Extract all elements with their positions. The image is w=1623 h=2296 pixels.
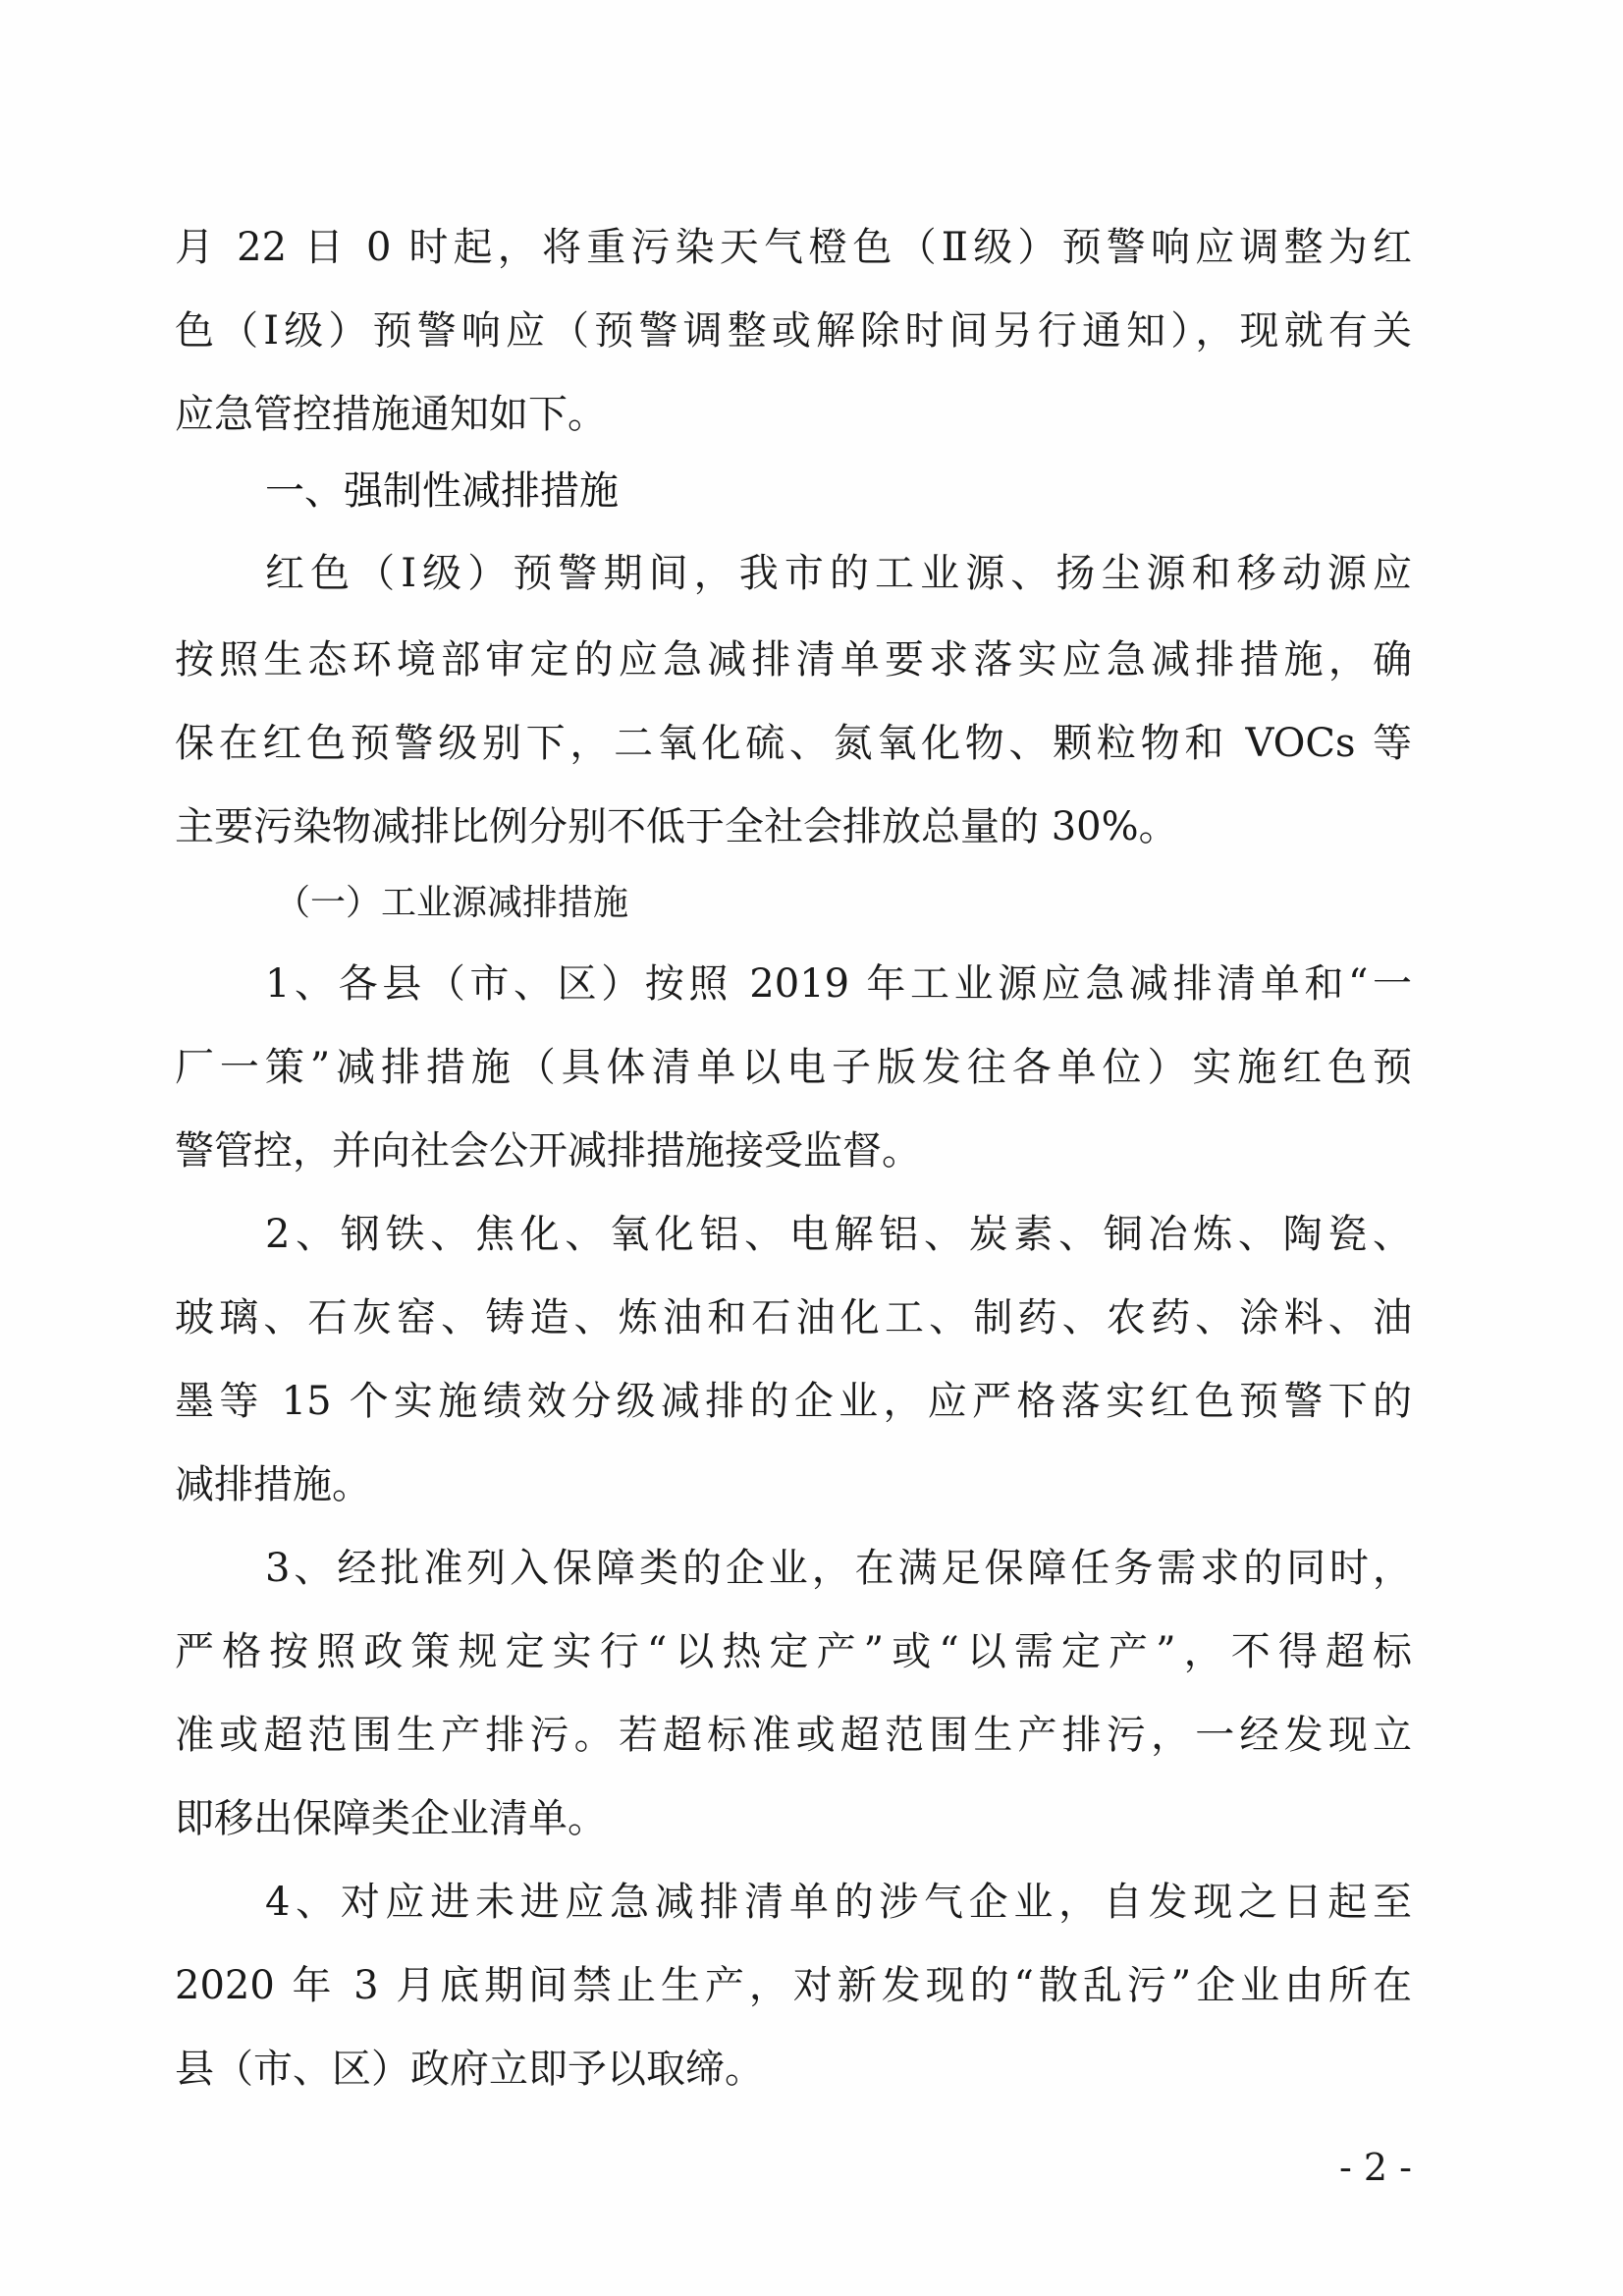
section-heading: 一、强制性减排措施 xyxy=(265,468,619,514)
subsection-heading: （一）工业源减排措施 xyxy=(275,883,629,923)
section-paragraph-line-1: 红色（Ⅰ级）预警期间，我市的工业源、扬尘源和移动源应 xyxy=(265,551,1412,596)
intro-line-3: 应急管控措施通知如下。 xyxy=(175,392,607,437)
item-4-line-2: 2020 年 3 月底期间禁止生产，对新发现的“散乱污”企业由所在 xyxy=(175,1963,1412,2008)
item-3-line-4: 即移出保障类企业清单。 xyxy=(175,1796,607,1841)
item-2-line-4: 减排措施。 xyxy=(175,1462,371,1507)
section-paragraph-line-3: 保在红色预警级别下，二氧化硫、氮氧化物、颗粒物和 VOCs 等 xyxy=(175,721,1412,766)
item-3-line-2: 严格按照政策规定实行“以热定产”或“以需定产”，不得超标 xyxy=(175,1629,1412,1674)
item-2-line-2: 玻璃、石灰窑、铸造、炼油和石油化工、制药、农药、涂料、油 xyxy=(175,1295,1412,1340)
intro-line-2: 色（Ⅰ级）预警响应（预警调整或解除时间另行通知），现就有关 xyxy=(175,308,1412,354)
intro-line-1: 月 22 日 0 时起，将重污染天气橙色（Ⅱ级）预警响应调整为红 xyxy=(175,225,1412,270)
item-4-line-3: 县（市、区）政府立即予以取缔。 xyxy=(175,2047,764,2092)
item-4-line-1: 4、对应进未进应急减排清单的涉气企业，自发现之日起至 xyxy=(265,1880,1412,1925)
item-2-line-3: 墨等 15 个实施绩效分级减排的企业，应严格落实红色预警下的 xyxy=(175,1379,1412,1424)
item-3-line-1: 3、经批准列入保障类的企业，在满足保障任务需求的同时， xyxy=(265,1546,1412,1591)
item-2-line-1: 2、钢铁、焦化、氧化铝、电解铝、炭素、铜冶炼、陶瓷、 xyxy=(265,1212,1412,1257)
item-1-line-1: 1、各县（市、区）按照 2019 年工业源应急减排清单和“一 xyxy=(265,961,1412,1007)
item-1-line-2: 厂一策”减排措施（具体清单以电子版发往各单位）实施红色预 xyxy=(175,1045,1412,1090)
section-paragraph-line-4: 主要污染物减排比例分别不低于全社会排放总量的 30%。 xyxy=(175,804,1178,849)
item-1-line-3: 警管控，并向社会公开减排措施接受监督。 xyxy=(175,1128,921,1174)
item-3-line-3: 准或超范围生产排污。若超标准或超范围生产排污，一经发现立 xyxy=(175,1713,1412,1758)
section-paragraph-line-2: 按照生态环境部审定的应急减排清单要求落实应急减排措施，确 xyxy=(175,637,1412,683)
page-number: - 2 - xyxy=(1338,2146,1412,2189)
